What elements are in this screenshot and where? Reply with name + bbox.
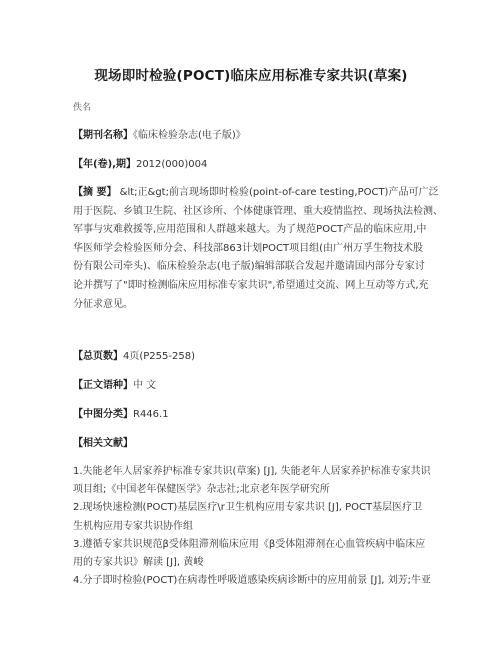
- abstract-line: 华医师学会检验医师分会、科技部863计划POCT项目组(由广州万孚生物技术股: [73, 242, 423, 254]
- journal-label: 【期刊名称】: [73, 130, 133, 141]
- pages-value: 4页(P255-258): [123, 351, 195, 362]
- related-line: 生机构应用专家共识协作组: [73, 520, 193, 532]
- related-label: 【相关文献】: [73, 438, 133, 449]
- classification-row: [73, 405, 169, 420]
- abstract-line: 分征求意见。: [73, 298, 133, 310]
- related-line: 用的专家共识》解读 [J], 黄峻: [73, 557, 204, 569]
- abstract-line: 军事与灾难救援等,应用范围和人群越来越大。为了规范POCT产品的临床应用,中: [73, 224, 427, 236]
- author: 佚名: [73, 103, 92, 113]
- document-title: 现场即时检验(POCT)临床应用标准专家共识(草案): [94, 68, 408, 84]
- abstract-label: 【摘 要】: [73, 187, 117, 198]
- related-heading: [73, 434, 133, 449]
- related-line: 项目组;《中国老年保健医学》杂志社;北京老年医学研究所: [73, 484, 330, 496]
- classification-label: 【中图分类】: [73, 409, 133, 420]
- language-row: [73, 376, 156, 391]
- related-line: 2.现场快速检测(POCT)基层医疗\r卫生机构应用专家共识 [J], POCT基层医疗卫: [73, 502, 423, 514]
- abstract-line: 份有限公司牵头)、临床检验杂志(电子版)编辑部联合发起并邀请国内部分专家讨: [73, 261, 425, 273]
- language-value: 中 文: [133, 380, 157, 391]
- classification-value: R446.1: [133, 409, 169, 420]
- related-line: 1.失能老年人居家养护标准专家共识(草案) [J], 失能老年人居家养护标准专家共识: [73, 466, 431, 477]
- related-line: 3.遵循专家共识规范β受体阻滞剂临床应用《β受体阻滞剂在心血管疾病中临床应: [73, 538, 426, 550]
- abstract-line: 用于医院、乡镇卫生院、社区诊所、个体健康管理、重大疫情监控、现场执法检测、: [73, 205, 443, 217]
- abstract-line: 论并撰写了"即时检测临床应用标准专家共识",希望通过交流、网上互动等方式,充: [73, 279, 429, 291]
- pages-label: 【总页数】: [73, 351, 123, 362]
- abstract-line: 【摘 要】 &lt;正&gt;前言现场即时检验(point-of-care testing,POCT)产品可广泛: [73, 187, 439, 198]
- year-issue-value: 2012(000)004: [135, 159, 208, 170]
- year-issue-row: [73, 155, 207, 170]
- journal-row: [73, 126, 246, 141]
- abstract: [73, 184, 443, 314]
- pages-row: [73, 347, 195, 362]
- language-label: 【正文语种】: [73, 380, 133, 391]
- related-list: [73, 463, 443, 590]
- journal-value: 《临床检验杂志(电子版)》: [133, 130, 246, 141]
- year-issue-label: 【年(卷),期】: [73, 159, 136, 170]
- related-line: 4.分子即时检验(POCT)在病毒性呼吸道感染疾病诊断中的应用前景 [J], 刘芳;牛亚: [73, 575, 431, 587]
